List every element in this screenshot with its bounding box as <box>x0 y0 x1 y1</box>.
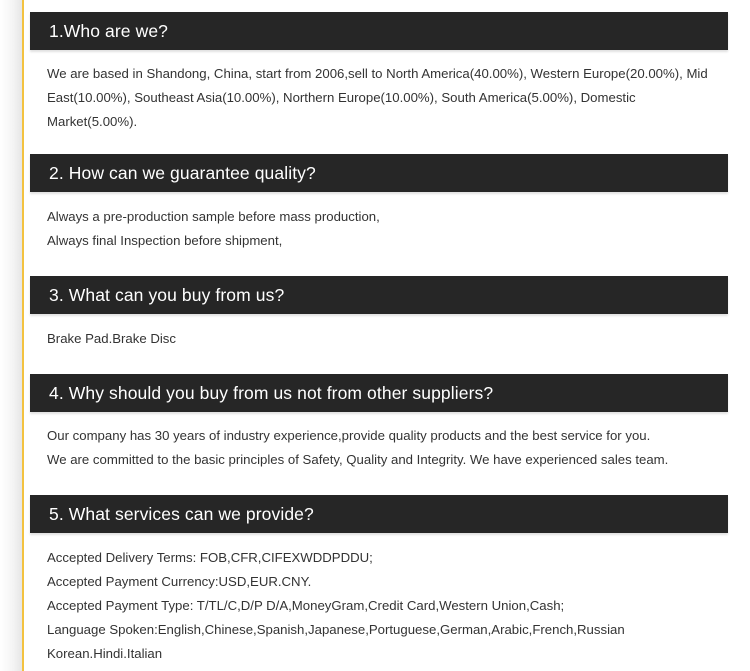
faq-answer <box>30 192 728 276</box>
faq-answer <box>30 412 728 495</box>
faq-answer-line: Korean.Hindi.Italian <box>47 646 163 661</box>
faq-answer-line: Always a pre-production sample before mass production, <box>47 209 380 224</box>
faq-answer <box>30 533 728 666</box>
faq-answer-line: Language Spoken:English,Chinese,Spanish,Japanese,Portuguese,German,Arabic,French,Russian <box>47 622 625 637</box>
faq-section-why-us <box>30 374 728 495</box>
faq-content <box>30 12 728 666</box>
faq-heading: 5. What services can we provide? <box>30 495 728 533</box>
accent-line-decoration <box>22 0 24 671</box>
faq-answer-text: We are based in Shandong, China, start from 2006,sell to North America(40.00%), Western Europe(20.00%), Mid East(10.00%), Southeast Asia(10.00%), Northern Europe(10.00%), South America(5.00%), Domestic Market(5.00%). <box>47 66 708 129</box>
faq-answer <box>30 50 728 154</box>
faq-section-who-are-we <box>30 12 728 154</box>
faq-answer-line: Always final Inspection before shipment, <box>47 233 283 248</box>
faq-answer <box>30 314 728 374</box>
faq-answer-line: Accepted Payment Currency:USD,EUR.CNY. <box>47 574 312 589</box>
faq-section-quality <box>30 154 728 276</box>
faq-heading: 3. What can you buy from us? <box>30 276 728 314</box>
faq-section-products <box>30 276 728 374</box>
faq-heading: 1.Who are we? <box>30 12 728 50</box>
faq-answer-line: Our company has 30 years of industry experience,provide quality products and the best service for you. <box>47 428 651 443</box>
faq-answer-line: Accepted Payment Type: T/TL/C,D/P D/A,MoneyGram,Credit Card,Western Union,Cash; <box>47 598 565 613</box>
left-shadow-decoration <box>0 0 22 671</box>
faq-heading: 2. How can we guarantee quality? <box>30 154 728 192</box>
faq-answer-line: We are committed to the basic principles of Safety, Quality and Integrity. We have experienced sales team. <box>47 452 669 467</box>
faq-heading: 4. Why should you buy from us not from other suppliers? <box>30 374 728 412</box>
faq-answer-line: Accepted Delivery Terms: FOB,CFR,CIFEXWDDPDDU; <box>47 550 373 565</box>
faq-answer-line: Brake Pad.Brake Disc <box>47 331 176 346</box>
faq-section-services <box>30 495 728 666</box>
